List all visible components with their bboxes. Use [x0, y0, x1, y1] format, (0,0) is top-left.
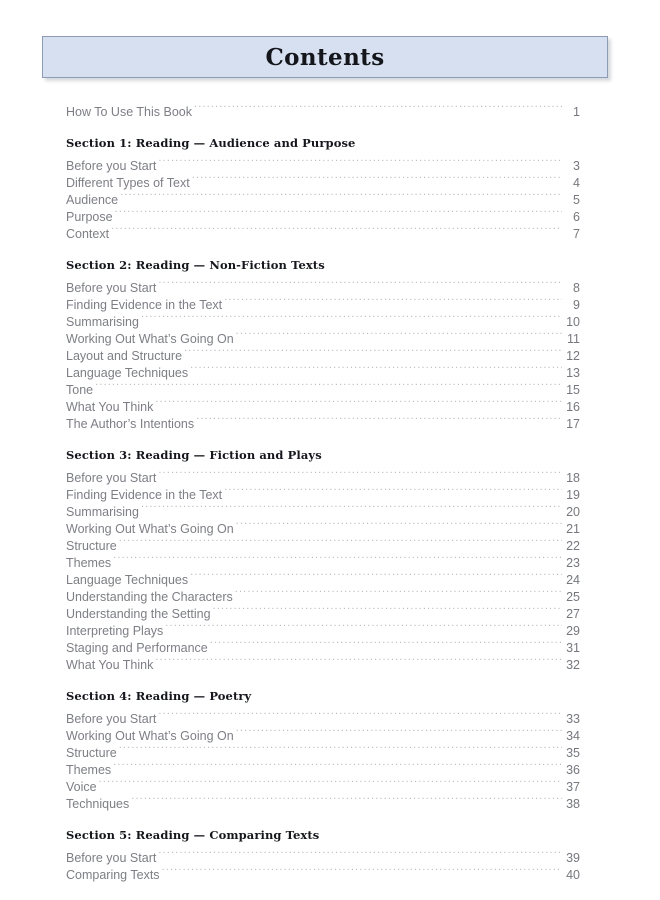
toc-entry-title: Before you Start: [66, 281, 157, 295]
toc-entry-title: Summarising: [66, 505, 139, 519]
toc-entry[interactable]: [66, 774, 580, 794]
toc-entry-page-number: 20: [566, 505, 580, 519]
toc-entry-title: Before you Start: [66, 159, 157, 173]
section-spacer: [66, 808, 580, 827]
toc-entry-title: Understanding the Setting: [66, 607, 211, 621]
toc-entry-page-number: 17: [566, 417, 580, 431]
toc-entry[interactable]: [66, 567, 580, 587]
toc-entry-page-number: 36: [566, 763, 580, 777]
toc-leader-dots: [95, 377, 562, 394]
toc-entry-page-number: 31: [566, 641, 580, 655]
toc-entry-title: Purpose: [66, 210, 113, 224]
toc-entry-page-number: 4: [573, 176, 580, 190]
toc-leader-dots: [224, 292, 562, 309]
toc-section: [66, 135, 580, 241]
toc-entry-title: Audience: [66, 193, 119, 207]
toc-entry-page-number: 23: [566, 556, 580, 570]
toc-leader-dots: [192, 170, 562, 187]
toc-entry-page-number: 25: [566, 590, 580, 604]
toc-leader-dots: [119, 533, 562, 550]
toc-leader-dots: [210, 635, 562, 652]
toc-entry[interactable]: [66, 204, 580, 224]
toc-leader-dots: [113, 550, 562, 567]
toc-entry-page-number: 6: [573, 210, 580, 224]
toc-entry[interactable]: [66, 533, 580, 553]
toc-entry[interactable]: [66, 740, 580, 760]
toc-entry-page-number: 38: [566, 797, 580, 811]
toc-entry-page-number: 1: [573, 105, 580, 119]
toc-entry-title: Summarising: [66, 315, 139, 329]
toc-entry-title: Staging and Performance: [66, 641, 208, 655]
toc-section-heading: Section 4: Reading — Poetry: [66, 689, 252, 703]
toc-leader-dots: [158, 153, 562, 170]
toc-leader-dots: [158, 275, 562, 292]
toc-entry[interactable]: [66, 326, 580, 346]
toc-leader-dots: [141, 309, 562, 326]
toc-entry-title: Comparing Texts: [66, 868, 160, 882]
toc-section-heading: Section 1: Reading — Audience and Purpose: [66, 136, 356, 150]
toc-entry-page-number: 34: [566, 729, 580, 743]
toc-entry-page-number: 37: [566, 780, 580, 794]
toc-leader-dots: [213, 601, 562, 618]
toc-leader-dots: [236, 723, 562, 740]
toc-leader-dots: [236, 326, 562, 343]
toc-leader-dots: [236, 516, 562, 533]
toc-entry-title: Finding Evidence in the Text: [66, 488, 223, 502]
toc-entry-page-number: 15: [566, 383, 580, 397]
toc-entry[interactable]: [66, 845, 580, 865]
toc-section-heading: Section 5: Reading — Comparing Texts: [66, 828, 320, 842]
toc-entry-page-number: 7: [573, 227, 580, 241]
contents-title-banner: [42, 36, 608, 78]
toc-leader-dots: [155, 652, 562, 669]
toc-entry-page-number: 40: [566, 868, 580, 882]
toc-leader-dots: [119, 740, 562, 757]
toc-entry-page-number: 22: [566, 539, 580, 553]
toc-entry-page-number: 29: [566, 624, 580, 638]
toc-leader-dots: [184, 343, 562, 360]
toc-leader-dots: [190, 567, 562, 584]
toc-entry-page-number: 39: [566, 851, 580, 865]
toc-entry[interactable]: [66, 550, 580, 570]
toc-entry-page-number: 27: [566, 607, 580, 621]
toc-entry-title: Before you Start: [66, 851, 157, 865]
toc-entry-page-number: 12: [566, 349, 580, 363]
toc-entry-title: Techniques: [66, 797, 130, 811]
toc-section: [66, 257, 580, 431]
toc-entry[interactable]: [66, 221, 580, 241]
toc-leader-dots: [141, 499, 562, 516]
toc-entry-title: Structure: [66, 746, 117, 760]
toc-leader-dots: [155, 394, 562, 411]
toc-leader-dots: [162, 862, 562, 879]
toc-entry[interactable]: [66, 309, 580, 329]
toc-entry-title: Layout and Structure: [66, 349, 183, 363]
section-spacer: [66, 238, 580, 257]
toc-entry-title: Tone: [66, 383, 94, 397]
toc-entry-title: What You Think: [66, 400, 154, 414]
toc-entry-page-number: 8: [573, 281, 580, 295]
toc-entry-title: Interpreting Plays: [66, 624, 164, 638]
toc-entry-title: Language Techniques: [66, 366, 189, 380]
toc-entry[interactable]: [66, 394, 580, 414]
toc-section-heading: Section 3: Reading — Fiction and Plays: [66, 448, 322, 462]
toc-leader-dots: [224, 482, 562, 499]
toc-entry-title: What You Think: [66, 658, 154, 672]
toc-leader-dots: [158, 465, 562, 482]
toc-entry-title: Understanding the Characters: [66, 590, 233, 604]
toc-entry-title: Themes: [66, 556, 112, 570]
toc-section: [66, 688, 580, 811]
toc-entry[interactable]: [66, 187, 580, 207]
toc-leader-dots: [131, 791, 562, 808]
toc-entry[interactable]: [66, 275, 580, 295]
toc-entry-title: Working Out What’s Going On: [66, 332, 234, 346]
toc-entry-page-number: 13: [566, 366, 580, 380]
toc-section: [66, 447, 580, 672]
toc-entry-page-number: 16: [566, 400, 580, 414]
table-of-contents: [66, 99, 580, 882]
toc-entry-page-number: 19: [566, 488, 580, 502]
toc-entry-title: The Author’s Intentions: [66, 417, 195, 431]
toc-entry-title: Finding Evidence in the Text: [66, 298, 223, 312]
toc-entry[interactable]: [66, 499, 580, 519]
toc-entry[interactable]: [66, 99, 580, 119]
toc-entry-title: Working Out What’s Going On: [66, 522, 234, 536]
toc-entry-page-number: 9: [573, 298, 580, 312]
toc-leader-dots: [158, 706, 562, 723]
toc-entry[interactable]: [66, 516, 580, 536]
toc-leader-dots: [235, 584, 562, 601]
toc-leader-dots: [120, 187, 562, 204]
toc-section-heading: Section 2: Reading — Non-Fiction Texts: [66, 258, 325, 272]
toc-entry-title: Structure: [66, 539, 117, 553]
toc-entry-page-number: 32: [566, 658, 580, 672]
toc-entry-title: Different Types of Text: [66, 176, 190, 190]
toc-leader-dots: [165, 618, 562, 635]
toc-entry[interactable]: [66, 791, 580, 811]
toc-entry-page-number: 35: [566, 746, 580, 760]
toc-leader-dots: [113, 757, 562, 774]
toc-entry[interactable]: [66, 465, 580, 485]
toc-entry-page-number: 21: [566, 522, 580, 536]
toc-entry-page-number: 5: [573, 193, 580, 207]
toc-entry-title: Voice: [66, 780, 97, 794]
toc-entry-title: Before you Start: [66, 712, 157, 726]
toc-leader-dots: [194, 99, 562, 116]
toc-entry-page-number: 24: [566, 573, 580, 587]
toc-leader-dots: [99, 774, 562, 791]
toc-entry[interactable]: [66, 153, 580, 173]
toc-leader-dots: [196, 411, 562, 428]
toc-entry-title: Context: [66, 227, 110, 241]
toc-entry-page-number: 10: [566, 315, 580, 329]
toc-entry-title: Before you Start: [66, 471, 157, 485]
toc-entry[interactable]: [66, 377, 580, 397]
toc-entry-page-number: 11: [567, 332, 580, 346]
toc-section: [66, 827, 580, 882]
toc-entry-title: How To Use This Book: [66, 105, 192, 119]
page-title: Contents: [265, 43, 385, 71]
toc-entry[interactable]: [66, 757, 580, 777]
toc-entry-page-number: 18: [566, 471, 580, 485]
toc-leader-dots: [158, 845, 562, 862]
toc-entry-page-number: 33: [566, 712, 580, 726]
toc-entry-page-number: 3: [573, 159, 580, 173]
toc-entry-title: Themes: [66, 763, 112, 777]
toc-entry-title: Language Techniques: [66, 573, 189, 587]
toc-leader-dots: [111, 221, 562, 238]
toc-leader-dots: [190, 360, 562, 377]
toc-entry[interactable]: [66, 706, 580, 726]
toc-entry-title: Working Out What’s Going On: [66, 729, 234, 743]
toc-leader-dots: [115, 204, 562, 221]
